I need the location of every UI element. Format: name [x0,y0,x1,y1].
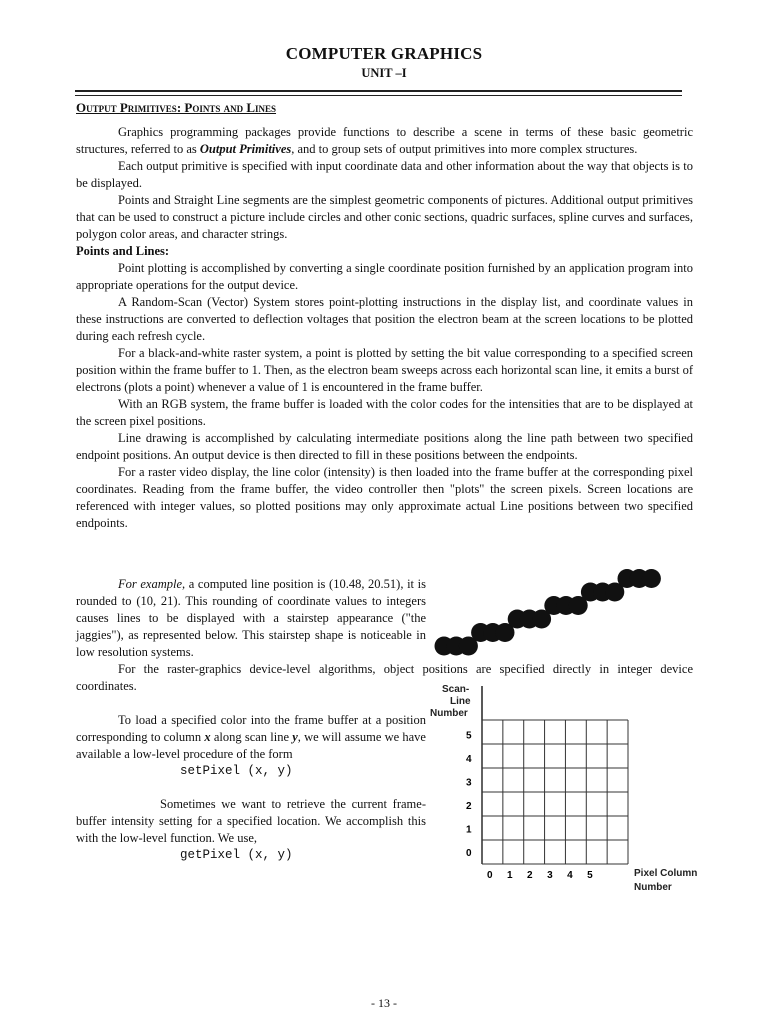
page-title: COMPUTER GRAPHICS [285,44,483,63]
emphasis-output-primitives: Output Primitives [199,142,292,156]
subheading-points-lines: Points and Lines: [76,244,170,258]
paragraph-getpixel: Sometimes we want to retrieve the current frame-buffer intensity setting for a specified location. We accomplish this with the low-level function. We use, [76,797,426,845]
grid-y-tick-label: 1 [466,824,472,836]
grid-y-tick-label: 0 [466,848,472,859]
grid-y-tick-label: 2 [466,800,472,812]
grid-y-tick-label: 4 [466,753,472,765]
pixel-grid-figure [430,680,720,902]
paragraph-line-drawing: Line drawing is accomplished by calculating intermediate positions along the line path between two specified endpoint positions. An output device is then directed to fill in these positions between the endpoints. [76,431,693,462]
grid-x-tick-label: 2 [527,870,533,881]
paragraph-geometric-components: Points and Straight Line segments are the simplest geometric components of pictures. Additional output primitives that can be used to construct a picture include circles and other conic sections, quadric surfaces, spline curves and surfaces, polygon color areas, and character strings. [76,193,693,241]
grid-lines [482,720,628,864]
header-rule-thick [75,90,682,92]
grid-x-tick-label: 5 [587,870,593,881]
getpixel-block [76,796,426,864]
grid-x-tick-label: 4 [567,870,573,881]
grid-y-tick-label: 5 [466,730,472,742]
header-rule-thin [75,95,682,96]
pixel-column-label-2: Number [634,882,672,893]
jaggies-figure [430,566,670,656]
paragraph-point-plotting: Point plotting is accomplished by converting a single coordinate position furnished by an application program into appropriate operations for the output device. [76,261,693,292]
pixel-column-label-1: Pixel Column [634,868,698,879]
paragraph-input-coordinates: Each output primitive is specified with input coordinate data and other information about the way that objects is to be displayed. [76,159,693,190]
main-body [76,124,693,532]
unit-label: UNIT –I [361,66,407,80]
jaggy-pixel-dot [642,569,661,588]
section-heading: Output Primitives: Points and Lines [76,100,277,115]
paragraph-example: For example, a computed line position is (10.48, 20.51), it is rounded to (10, 21). This rounding of coordinate values to integers causes lines to be displayed with a stairstep appearance ("the jaggies"), as represented below. This stairstep shape is noticeable in low resolution systems. [76,577,426,659]
grid-x-ticks [487,870,593,881]
jaggies-dots [435,569,661,656]
scan-line-label [430,684,473,719]
pixel-column-label [634,868,700,893]
example-column [76,576,426,661]
paragraph-raster-system: For a black-and-white raster system, a point is plotted by setting the bit value corresponding to a specified screen position within the frame buffer to 1. Then, as the electron beam sweeps across each horizontal scan line, it emits a burst of electrons (plots a point) whenever a value of 1 is encountered in the frame buffer. [76,346,693,394]
code-getpixel: getPixel (x, y) [180,848,293,862]
grid-x-tick-label: 3 [547,870,553,881]
scan-line-label-3: Number [430,708,468,719]
setpixel-block [76,712,426,780]
scan-line-label-1: Scan- [442,684,470,695]
grid-y-ticks [466,730,472,859]
grid-y-tick-label: 3 [466,777,472,789]
grid-x-tick-label: 1 [507,870,513,881]
scan-line-label-2: Line [450,696,471,707]
paragraph-output-primitives: Graphics programming packages provide functions to describe a scene in terms of these basic geometric structures, referred to as Output Primitives, and to group sets of output primitives into more complex structures. [76,125,693,156]
paragraph-random-scan: A Random-Scan (Vector) System stores point-plotting instructions in the display list, and coordinate values in these instructions are converted to deflection voltages that position the electron beam at the screen locations to be plotted during each refresh cycle. [76,295,693,343]
page-number: - 13 - [371,996,397,1010]
example-lead: For example, [118,577,186,591]
paragraph-setpixel: To load a specified color into the frame buffer at a position corresponding to column x along scan line y, we will assume we have available a low-level procedure of the form [76,713,426,761]
paragraph-device-coordinates: For the raster-graphics device-level algorithms, object positions are specified directly in integer device coordinates. [76,662,693,693]
paragraph-rgb-system: With an RGB system, the frame buffer is loaded with the color codes for the intensities that are to be displayed at the screen pixel positions. [76,397,693,428]
grid-x-tick-label: 0 [487,870,493,881]
paragraph-raster-video: For a raster video display, the line color (intensity) is then loaded into the frame buffer at the corresponding pixel coordinates. Reading from the frame buffer, the video controller then "plots" the screen pixels. Screen locations are referenced with integer values, so plotted positions may only approximate actual Line positions between two specified endpoints. [76,465,693,530]
code-setpixel: setPixel (x, y) [180,764,293,778]
